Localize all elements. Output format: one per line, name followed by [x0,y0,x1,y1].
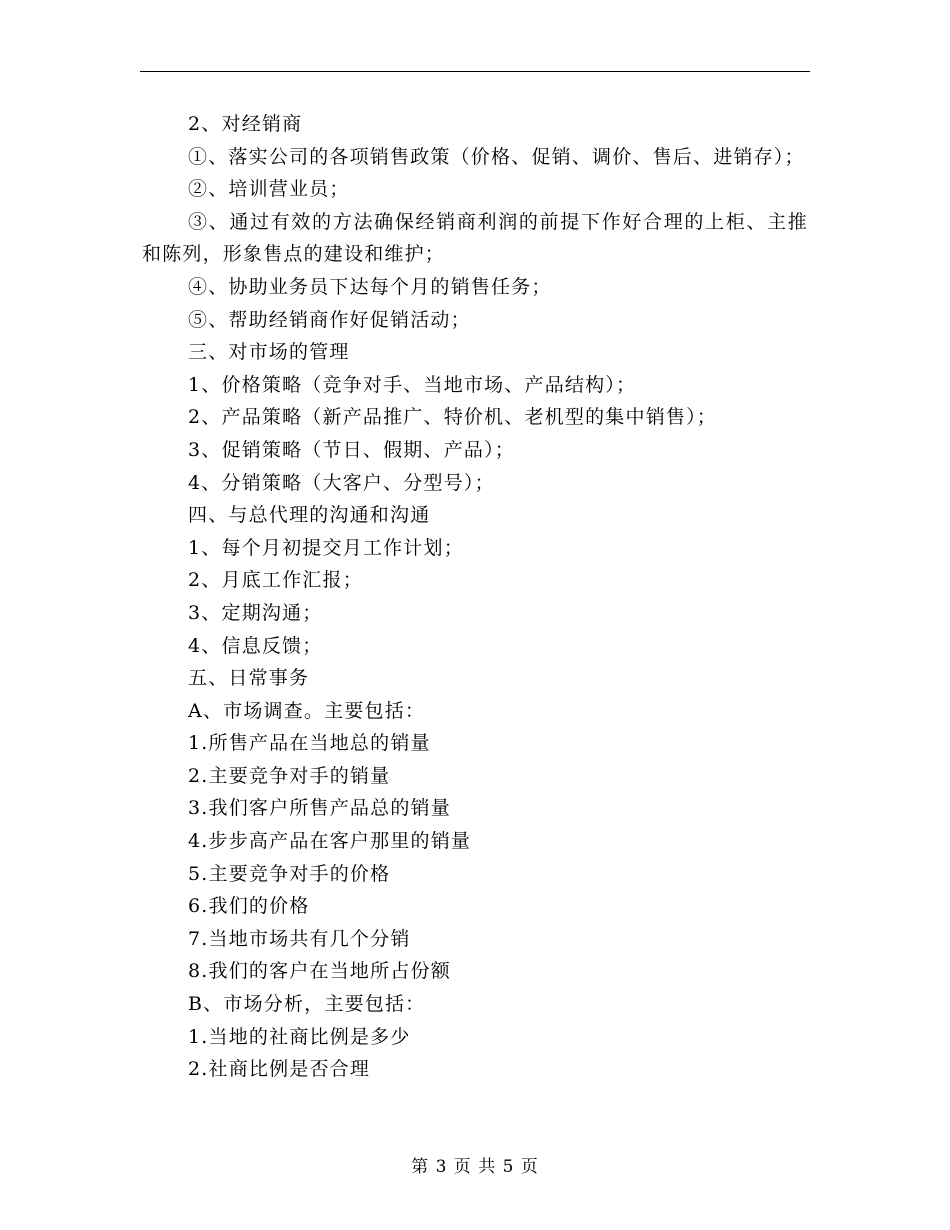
text-line: 4、信息反馈； [188,634,323,657]
text-line: 2、对经销商 [188,113,303,135]
text-line: 四、与总代理的沟通和沟通 [188,504,431,527]
text-line: 2.主要竞争对手的销量 [188,764,391,787]
text-line: 7.当地市场共有几个分销 [188,927,411,950]
text-line: 4.步步高产品在客户那里的销量 [188,830,472,853]
text-line: 2、产品策略（新产品推广、特价机、老机型的集中销售）； [188,406,717,429]
text-line: ②、培训营业员； [188,178,350,201]
text-line: 1、每个月初提交月工作计划； [188,536,464,559]
text-line: 3、促销策略（节日、假期、产品）； [188,438,515,461]
page-footer: 第 3 页 共 5 页 [411,1157,539,1177]
text-line: B、市场分析，主要包括： [188,993,426,1016]
text-line: 8.我们的客户在当地所占份额 [188,960,451,983]
text-line: 1、价格策略（竞争对手、当地市场、产品结构）； [188,373,637,396]
text-line: 3.我们客户所售产品总的销量 [188,797,451,820]
text-line: 6.我们的价格 [188,895,310,918]
text-line: 1.当地的社商比例是多少 [188,1025,411,1048]
header-rule [140,71,810,72]
document-body [142,108,808,1086]
text-line: ③、通过有效的方法确保经销商利润的前提下作好合理的上柜、主推和陈列，形象售点的建设和维护； [142,210,808,266]
text-line: ④、协助业务员下达每个月的销售任务； [188,275,552,298]
text-line: ⑤、帮助经销商作好促销活动； [188,308,471,331]
text-line: A、市场调查。主要包括： [188,699,426,722]
text-line: 1.所售产品在当地总的销量 [188,732,431,755]
text-line: 2.社商比例是否合理 [188,1058,371,1081]
text-line: 2、月底工作汇报； [188,569,363,592]
text-line: 五、日常事务 [188,667,310,690]
text-line: 三、对市场的管理 [188,341,350,364]
text-line: 4、分销策略（大客户、分型号）； [188,471,495,494]
text-line: 3、定期沟通； [188,601,323,624]
text-line: ①、落实公司的各项销售政策（价格、促销、调价、售后、进销存）； [188,145,805,168]
text-line: 5.主要竞争对手的价格 [188,862,391,885]
